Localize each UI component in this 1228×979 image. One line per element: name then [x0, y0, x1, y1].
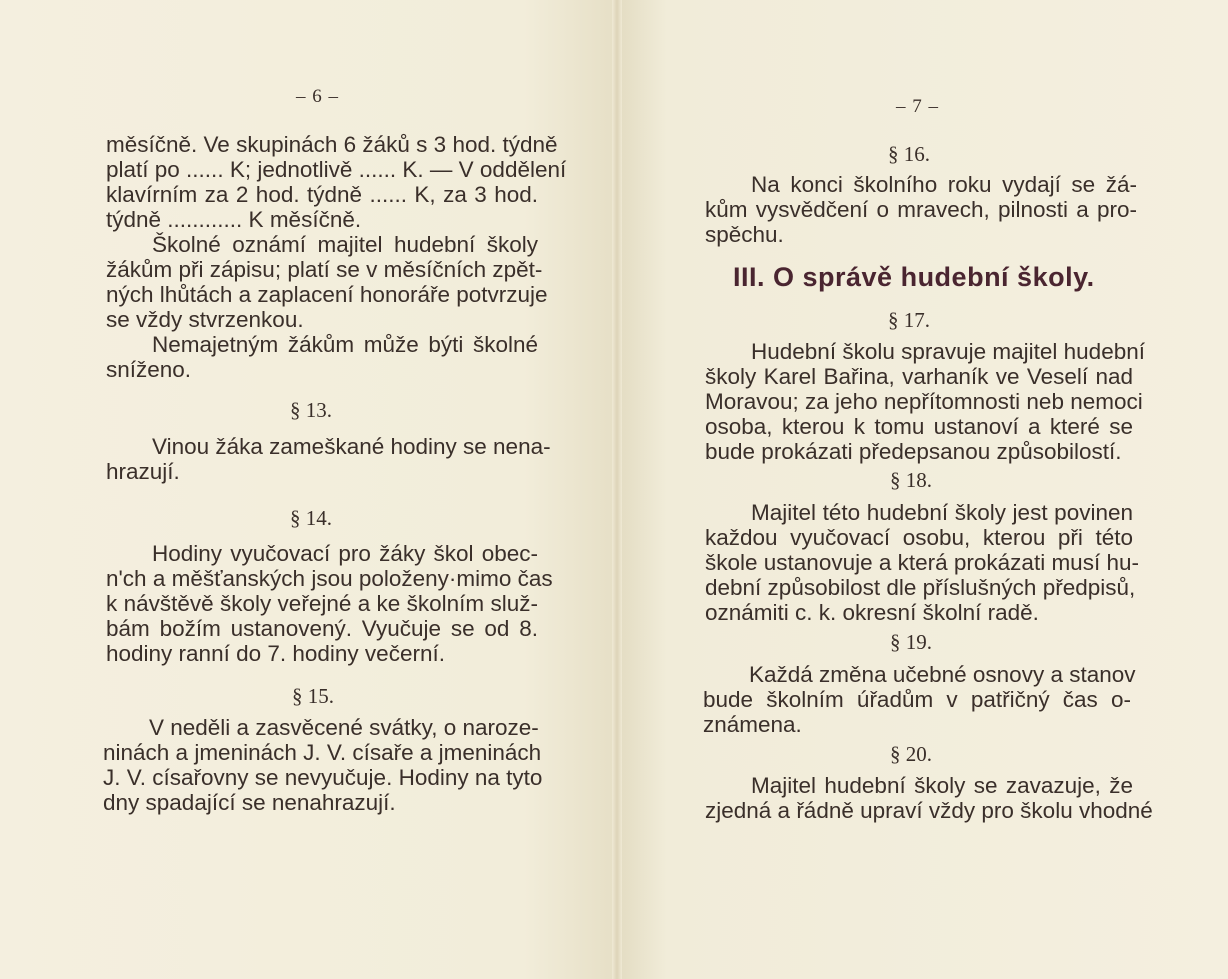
paragraph-13 [106, 434, 551, 484]
paragraph-tuition [106, 232, 548, 332]
text-line: bude školním úřadům v patřičný čas o- [703, 687, 1131, 712]
paragraph-17 [705, 339, 1145, 464]
text-line: kům vysvědčení o mravech, pilnosti a pro- [705, 197, 1137, 222]
paragraph-16 [705, 172, 1137, 247]
paragraph-20 [705, 773, 1153, 823]
section-13-heading: § 13. [290, 398, 332, 422]
text-line: ninách a jmeninách J. V. císaře a jmeninách [103, 740, 542, 765]
page-number-left: – 6 – [296, 86, 339, 107]
text-line: Hodiny vyučovací pro žáky škol obec- [152, 541, 538, 566]
paragraph-14 [106, 541, 553, 666]
text-line: známena. [703, 712, 802, 737]
text-line: žákům při zápisu; platí se v měsíčních zpět- [106, 257, 543, 282]
text-line: oznámiti c. k. okresní školní radě. [705, 600, 1039, 625]
text-line: Majitel této hudební školy jest povinen [751, 500, 1133, 525]
section-19-heading: § 19. [890, 630, 932, 654]
text-line: hrazují. [106, 459, 180, 484]
text-line: se vždy stvrzenkou. [106, 307, 304, 332]
text-line: týdně ............ K měsíčně. [106, 207, 362, 232]
section-17-heading: § 17. [888, 308, 930, 332]
text-line: bude prokázati předepsanou způsobilostí. [705, 439, 1122, 464]
text-line: k návštěvě školy veřejné a ke školním služ- [106, 591, 538, 616]
text-line: Vinou žáka zameškané hodiny se nena- [152, 434, 551, 459]
text-line: dny spadající se nenahrazují. [103, 790, 396, 815]
section-20-heading: § 20. [890, 742, 932, 766]
text-line: Majitel hudební školy se zavazuje, že [751, 773, 1133, 798]
text-line: Moravou; za jeho nepřítomnosti neb nemoci [705, 389, 1143, 414]
text-line: spěchu. [705, 222, 784, 247]
paragraph-15 [103, 715, 543, 815]
text-line: Na konci školního roku vydají se žá- [751, 172, 1137, 197]
text-line: sníženo. [106, 357, 192, 382]
text-line: škole ustanovuje a která prokázati musí hu- [705, 550, 1139, 575]
text-line: každou vyučovací osobu, kterou při této [705, 525, 1133, 550]
text-line: V neděli a zasvěcené svátky, o naroze- [149, 715, 539, 740]
paragraph-reduction [106, 332, 538, 382]
text-line: platí po ...... K; jednotlivě ...... K. — V oddělení [106, 157, 567, 182]
paragraph-18 [705, 500, 1139, 625]
text-line: školy Karel Bařina, varhaník ve Veselí nad [705, 364, 1133, 389]
text-line: klavírním za 2 hod. týdně ...... K, za 3 hod. [106, 182, 538, 207]
text-line: hodiny ranní do 7. hodiny večerní. [106, 641, 445, 666]
text-line: osoba, kterou k tomu ustanoví a které se [705, 414, 1133, 439]
chapter-heading: III. O správě hudební školy. [733, 262, 1095, 292]
text-line: Každá změna učebné osnovy a stanov [749, 662, 1136, 687]
text-line: Hudební školu spravuje majitel hudební [751, 339, 1145, 364]
section-14-heading: § 14. [290, 506, 332, 530]
text-line: Nemajetným žákům může býti školné [152, 332, 538, 357]
book-gutter [612, 0, 622, 979]
paragraph-19 [703, 662, 1136, 737]
paragraph-fees [106, 132, 567, 232]
page-number-right: – 7 – [896, 96, 939, 117]
text-line: bám božím ustanovený. Vyučuje se od 8. [106, 616, 538, 641]
section-18-heading: § 18. [890, 468, 932, 492]
text-line: J. V. císařovny se nevyučuje. Hodiny na tyto [103, 765, 543, 790]
text-line: ných lhůtách a zaplacení honoráře potvrzuje [106, 282, 548, 307]
text-line: Školné oznámí majitel hudební školy [152, 232, 538, 257]
text-line: měsíčně. Ve skupinách 6 žáků s 3 hod. týdně [106, 132, 558, 157]
text-line: zjedná a řádně upraví vždy pro školu vhodné [705, 798, 1153, 823]
section-16-heading: § 16. [888, 142, 930, 166]
section-15-heading: § 15. [292, 684, 334, 708]
text-line: n'ch a měšťanských jsou položeny·mimo čas [106, 566, 553, 591]
text-line: dební způsobilost dle příslušných předpisů, [705, 575, 1136, 600]
